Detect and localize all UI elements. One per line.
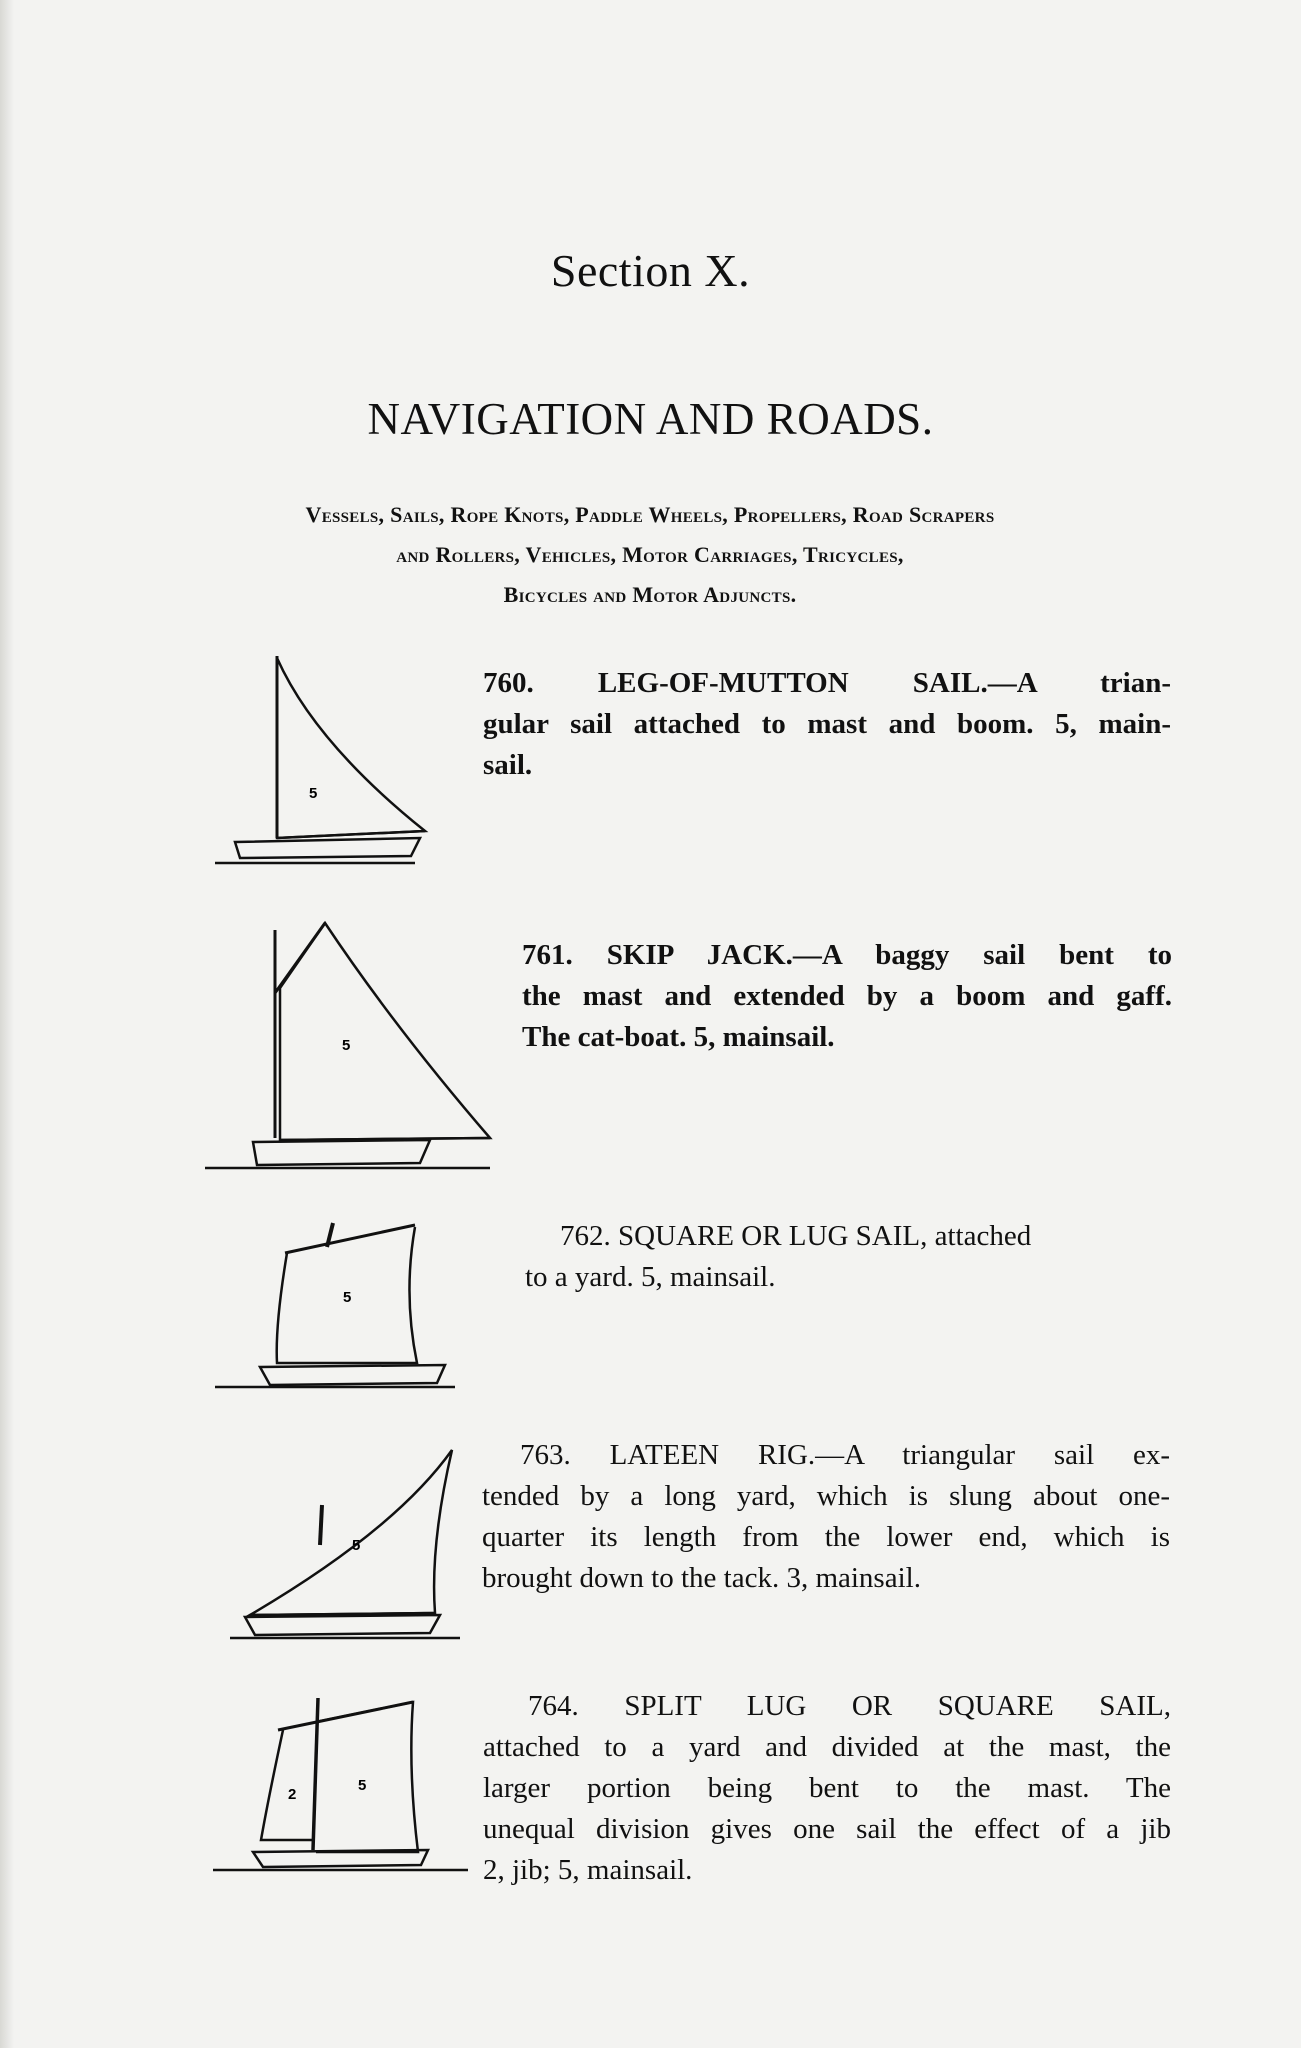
entry-line: unequal division gives one sail the effect of a jib: [483, 1813, 1171, 1845]
figure-label: 5: [309, 785, 318, 802]
page-edge: [0, 0, 14, 2048]
figure-skip-jack: [205, 918, 495, 1173]
entry-line: 760. LEG-OF-MUTTON SAIL.—A trian-: [483, 667, 1171, 699]
figure-label: 5: [352, 1537, 361, 1554]
entry-763: [482, 1435, 1170, 1599]
figure-square-lug-sail: [215, 1215, 465, 1395]
entry-line: 2, jib; 5, mainsail.: [483, 1854, 693, 1886]
entry-764: [483, 1686, 1171, 1891]
section-subtitle: [150, 495, 1150, 615]
subtitle-line: Vessels, Sails, Rope Knots, Paddle Wheels, Propellers, Road Scrapers: [305, 502, 995, 527]
entry-762: [525, 1216, 1125, 1298]
entry-760: [483, 663, 1171, 786]
entry-line: the mast and extended by a boom and gaff.: [522, 980, 1172, 1012]
figure-label: 5: [358, 1777, 367, 1794]
entry-line: tended by a long yard, which is slung about one-: [482, 1480, 1170, 1512]
entry-line: larger portion being bent to the mast. The: [483, 1772, 1171, 1804]
figure-split-lug-sail: [213, 1690, 473, 1880]
entry-line: sail.: [483, 749, 533, 781]
entry-line: 763. LATEEN RIG.—A triangular sail ex-: [520, 1439, 1170, 1471]
entry-line: quarter its length from the lower end, which is: [482, 1521, 1170, 1553]
figure-label: 5: [342, 1037, 351, 1054]
figure-label: 5: [343, 1289, 352, 1306]
entry-line: brought down to the tack. 3, mainsail.: [482, 1562, 921, 1594]
entry-761: [522, 935, 1172, 1058]
entry-line: 764. SPLIT LUG OR SQUARE SAIL,: [528, 1690, 1171, 1722]
section-heading: Section X.: [550, 245, 751, 296]
figure-label: 2: [288, 1786, 297, 1803]
figure-leg-of-mutton-sail: [205, 648, 435, 873]
entry-line: 761. SKIP JACK.—A baggy sail bent to: [522, 939, 1172, 971]
entry-line: attached to a yard and divided at the mast, the: [483, 1731, 1171, 1763]
entry-line: 762. SQUARE OR LUG SAIL, attached: [560, 1220, 1032, 1252]
page-title: NAVIGATION AND ROADS.: [367, 394, 934, 444]
subtitle-line: and Rollers, Vehicles, Motor Carriages, Tricycles,: [396, 542, 904, 567]
entry-line: gular sail attached to mast and boom. 5, main-: [483, 708, 1171, 740]
figure-lateen-rig: [225, 1445, 465, 1645]
entry-line: to a yard. 5, mainsail.: [525, 1261, 776, 1293]
subtitle-line: Bicycles and Motor Adjuncts.: [503, 582, 797, 607]
entry-line: The cat-boat. 5, mainsail.: [522, 1021, 835, 1053]
